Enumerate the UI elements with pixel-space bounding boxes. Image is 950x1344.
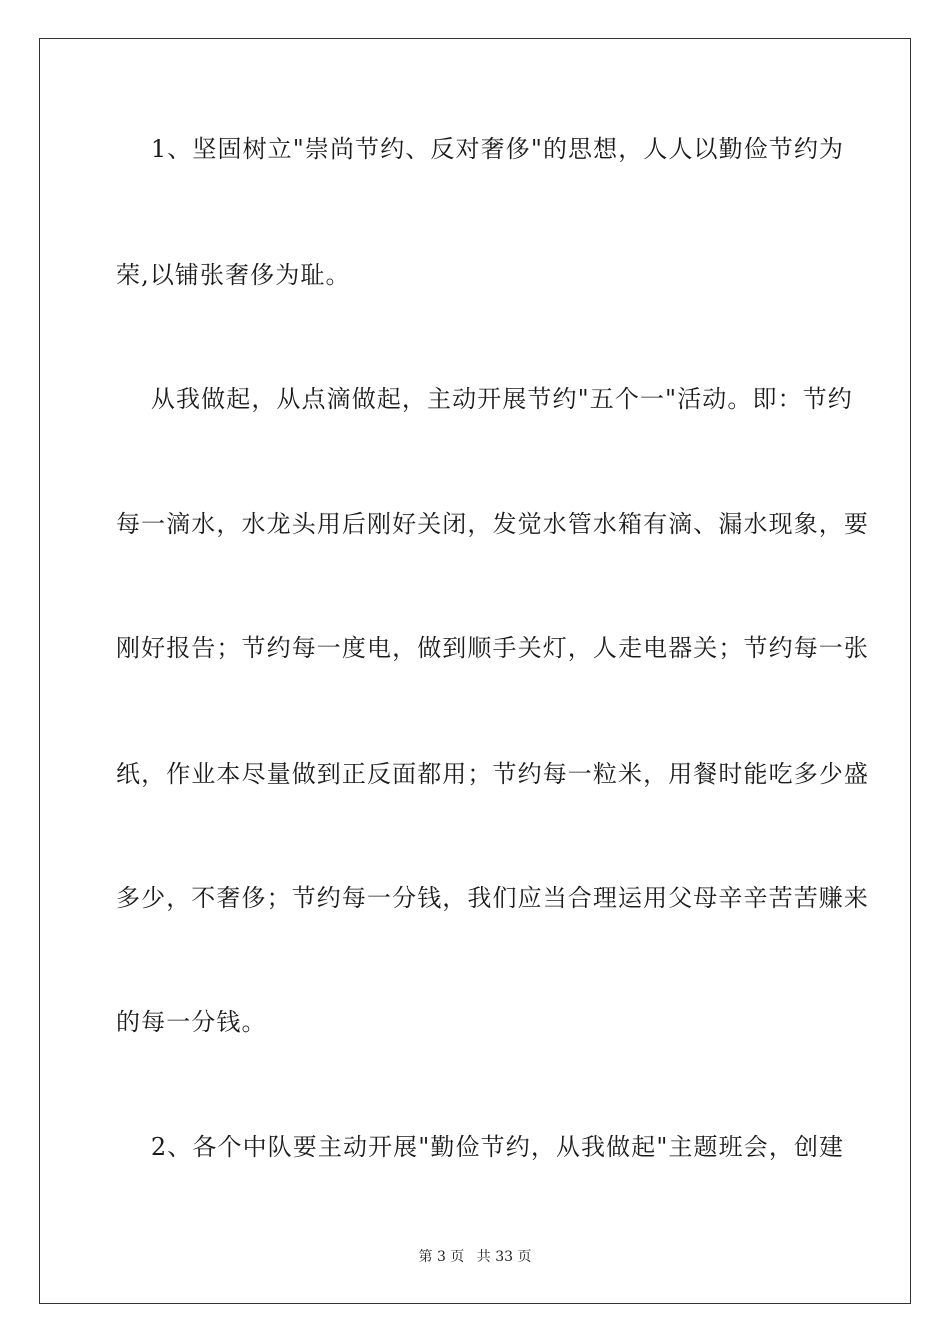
body-line-2: 荣,以铺张奢侈为耻。	[116, 261, 351, 289]
body-line-7: 多少，不奢侈；节约每一分钱，我们应当合理运用父母辛辛苦苦赚来	[116, 884, 869, 912]
body-line-3: 从我做起，从点滴做起，主动开展节约"五个一"活动。即：节约	[116, 385, 853, 413]
page-number: 第 3 页	[418, 1249, 465, 1265]
page-total: 共 33 页	[476, 1249, 532, 1265]
body-line-4: 每一滴水，水龙头用后刚好关闭，发觉水管水箱有滴、漏水现象，要	[116, 510, 869, 538]
page-footer	[0, 1248, 950, 1266]
body-line-6: 纸，作业本尽量做到正反面都用；节约每一粒米，用餐时能吃多少盛	[116, 760, 869, 788]
body-line-8: 的每一分钱。	[116, 1008, 267, 1036]
body-line-1: 1、坚固树立"崇尚节约、反对奢侈"的思想，人人以勤俭节约为	[116, 135, 845, 163]
body-line-5: 刚好报告；节约每一度电，做到顺手关灯，人走电器关；节约每一张	[116, 634, 869, 662]
page-border	[39, 38, 911, 1304]
body-line-9: 2、各个中队要主动开展"勤俭节约，从我做起"主题班会，创建	[116, 1133, 845, 1161]
